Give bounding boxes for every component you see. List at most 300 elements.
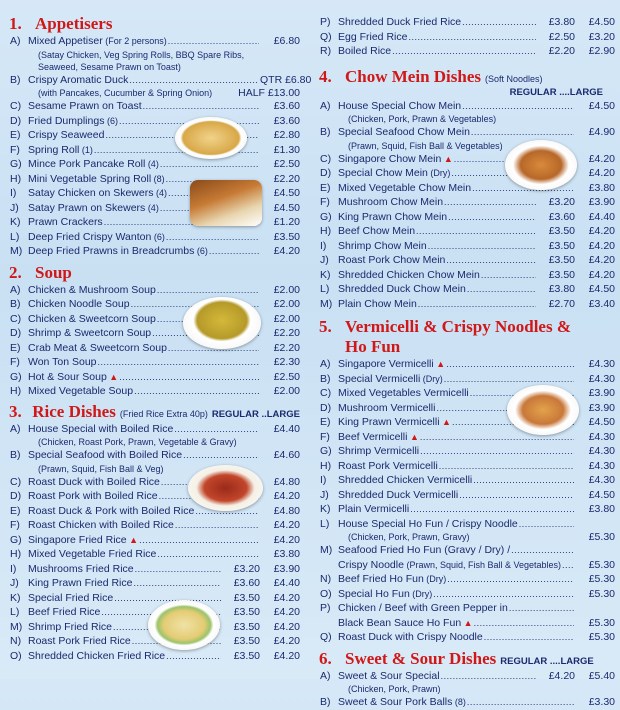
- item-letter: L): [10, 230, 20, 243]
- item-price-regular: £2.50: [548, 30, 575, 43]
- dot-leader: [157, 283, 259, 298]
- item-name: Special Fried Rice: [28, 591, 114, 604]
- item-price-regular: £3.50: [233, 591, 260, 604]
- item-letter: H): [320, 459, 332, 472]
- vermicelli-menu-item: [310, 601, 615, 616]
- item-name: Egg Fried Rice: [338, 30, 408, 43]
- dot-leader: [209, 244, 259, 259]
- item-name: Shredded Chicken Chow Mein: [338, 268, 480, 281]
- chowmein-menu-item: [310, 297, 615, 312]
- item-letter: H): [320, 225, 332, 237]
- item-price: £1.30: [273, 143, 300, 156]
- item-letter: A): [10, 422, 21, 435]
- item-price: £5.40: [588, 669, 615, 682]
- item-price-regular: £2.70: [548, 297, 575, 310]
- chowmein-menu-item: [310, 99, 615, 114]
- item-letter: G): [10, 533, 22, 546]
- item-note: (For 2 persons): [102, 36, 167, 46]
- item-price: £4.40: [588, 210, 615, 223]
- item-name: King Prawn Chow Mein: [338, 210, 448, 223]
- chili-icon: ▲: [126, 534, 139, 545]
- vermicelli-menu-item: [310, 630, 615, 645]
- item-price: [575, 517, 615, 532]
- item-name: Mushrooms Fried Rice: [28, 562, 134, 575]
- item-letter: P): [320, 602, 331, 614]
- dot-leader: [428, 239, 536, 254]
- appetisers-item-description: (Satay Chicken, Veg Spring Rolls, BBQ Spare Ribs,: [38, 49, 245, 60]
- dot-leader: [392, 44, 536, 59]
- vermicelli-title: Vermicelli & Crispy Noodles &: [345, 317, 572, 336]
- vermicelli-menu-item: [310, 473, 615, 488]
- sweetsour-heading: [310, 649, 615, 669]
- item-name: Shrimp Vermicelli: [338, 445, 420, 457]
- item-name: Beef Fried Rice: [28, 606, 101, 618]
- chili-icon: ▲: [439, 417, 451, 427]
- item-name: Mixed Vegetable Soup: [28, 385, 134, 397]
- item-price: £4.20: [273, 620, 300, 633]
- item-price: [575, 601, 615, 616]
- item-name: Singapore Chow Mein ▲: [338, 152, 453, 165]
- item-price-regular: £3.50: [548, 254, 575, 266]
- appetisers-menu-item: [0, 157, 300, 172]
- item-price: £3.40: [588, 297, 615, 310]
- item-name: Roast Pork Chow Mein: [338, 254, 446, 266]
- vermicelli-menu-item: [310, 502, 615, 517]
- rice-menu-item: [310, 44, 615, 59]
- vermicelli-menu-item: [310, 430, 615, 445]
- item-price: £4.30: [588, 358, 615, 370]
- item-letter: G): [320, 445, 332, 457]
- item-price: £4.30: [588, 474, 615, 486]
- item-name: Mixed Vegetable Chow Mein: [338, 181, 472, 194]
- sweetsour-menu-item: [310, 669, 615, 684]
- item-letter: [310, 558, 338, 573]
- appetisers-menu-item: [0, 143, 300, 158]
- item-price: £4.20: [588, 254, 615, 266]
- chowmein-menu-item: [310, 195, 615, 210]
- item-letter: H): [10, 548, 22, 560]
- item-letter: E): [10, 504, 21, 517]
- item-name: Beef Fried Ho Fun (Dry): [338, 573, 447, 585]
- rice-item-description: (Prawn, Squid, Fish Ball & Veg): [38, 463, 164, 474]
- vermicelli-menu-item: [310, 543, 615, 558]
- soup-number: 2.: [9, 262, 22, 282]
- dot-leader: [166, 649, 221, 664]
- item-letter: F): [10, 143, 20, 156]
- item-name: Singapore Fried Rice ▲: [28, 533, 139, 546]
- item-letter: I): [320, 474, 327, 486]
- item-name: Chicken / Beef with Green Pepper in: [338, 602, 508, 614]
- rice-note: (Fried Rice Extra 40p): [119, 408, 208, 419]
- dot-leader: [519, 517, 574, 532]
- item-price: £2.20: [273, 327, 300, 339]
- item-letter: I): [320, 239, 327, 252]
- rice-heading: [0, 402, 300, 422]
- item-name: Deep Fried Prawns in Breadcrumbs (6): [28, 245, 208, 257]
- chili-icon: ▲: [461, 617, 473, 628]
- rice-menu-item: [0, 649, 300, 664]
- item-name: Plain Chow Mein: [338, 297, 417, 310]
- dot-leader: [446, 253, 536, 268]
- item-price: £4.50: [588, 416, 615, 428]
- item-name: Crispy Noodle (Prawn, Squid, Fish Ball & Vegetables): [338, 558, 562, 571]
- sweetsour-size-header: REGULAR ....LARGE: [500, 655, 594, 667]
- item-name: Mince Pork Pancake Roll (4): [28, 158, 159, 170]
- chowmein-menu-item: [310, 210, 615, 225]
- item-letter: A): [320, 358, 331, 370]
- item-price: £4.20: [588, 152, 615, 165]
- item-name: Hot & Sour Soup ▲: [28, 370, 119, 383]
- item-price: QTR £6.80: [260, 73, 312, 86]
- dot-leader: [444, 195, 536, 210]
- vermicelli-photo: [507, 385, 579, 435]
- item-name: Sweet & Sour Pork Balls (8): [338, 696, 466, 708]
- item-name: House Special Chow Mein: [338, 99, 462, 112]
- dot-leader: [444, 372, 574, 387]
- rice-menu-item: [0, 634, 300, 649]
- item-price-regular: £3.50: [233, 649, 260, 662]
- appetisers-menu-item: [0, 34, 300, 49]
- item-price-regular: £3.50: [548, 239, 575, 252]
- item-letter: L): [10, 606, 20, 618]
- chow-mein-photo: [505, 140, 577, 190]
- right-column: [310, 0, 615, 710]
- item-price: £3.80: [588, 503, 615, 515]
- item-letter: F): [10, 519, 20, 531]
- item-name: Singapore Vermicelli ▲: [338, 358, 446, 370]
- item-letter: D): [10, 327, 22, 339]
- item-letter: L): [320, 517, 330, 530]
- item-note: (8): [452, 697, 466, 707]
- item-name: Mushroom Chow Mein: [338, 196, 444, 208]
- item-name: Shredded Duck Fried Rice: [338, 16, 462, 28]
- chowmein-heading: [310, 67, 615, 87]
- item-letter: G): [10, 158, 22, 170]
- item-price-regular: £3.60: [233, 577, 260, 589]
- item-letter: E): [320, 181, 331, 194]
- rice-seafood-photo: [188, 465, 263, 511]
- item-name: House Special Ho Fun / Crispy Noodle: [338, 517, 518, 530]
- item-letter: F): [320, 196, 330, 208]
- chili-icon: ▲: [407, 431, 419, 442]
- item-letter: F): [320, 430, 330, 443]
- vermicelli-item-description: (Chicken, Pork, Prawn, Gravy) £5.30: [348, 531, 615, 543]
- dot-leader: [418, 297, 536, 312]
- dot-leader: [447, 572, 574, 587]
- dot-leader: [183, 448, 259, 463]
- item-letter: J): [320, 488, 329, 501]
- item-letter: B): [10, 449, 21, 461]
- item-price: £4.80: [273, 475, 300, 488]
- item-price: £3.50: [273, 230, 300, 243]
- item-price: £2.00: [273, 385, 300, 397]
- item-letter: Q): [320, 30, 332, 43]
- item-price: £4.30: [588, 372, 615, 385]
- item-price: £4.20: [588, 225, 615, 237]
- appetisers-menu-item: [0, 244, 300, 259]
- item-name: Sesame Prawn on Toast: [28, 100, 142, 112]
- item-name: Special Vermicelli (Dry): [338, 372, 443, 385]
- item-price: £4.50: [588, 99, 615, 112]
- dot-leader: [467, 695, 574, 710]
- item-letter: C): [10, 475, 22, 488]
- item-note: (4): [153, 188, 167, 198]
- item-note: (Dry): [420, 373, 443, 384]
- appetisers-item-description: (with Pancakes, Cucumber & Spring Onion) HALF £13.00: [38, 87, 300, 99]
- item-name: Roast Duck with Boiled Rice: [28, 475, 160, 488]
- item-letter: D): [320, 401, 332, 414]
- item-price-regular: £3.50: [233, 606, 260, 618]
- item-name: Shrimp & Sweetcorn Soup: [28, 327, 152, 339]
- item-letter: F): [10, 356, 20, 368]
- item-letter: M): [320, 297, 333, 310]
- dot-leader: [420, 444, 574, 459]
- item-letter: J): [10, 577, 19, 589]
- satay-photo: [190, 180, 262, 226]
- chowmein-menu-item: [310, 253, 615, 268]
- dot-leader: [134, 384, 259, 399]
- rice-menu-item: [310, 30, 615, 45]
- item-name: Crab Meat & Sweetcorn Soup: [28, 341, 167, 354]
- soup-heading: [0, 263, 300, 283]
- item-note: (Prawn, Squid, Fish Ball & Vegetables): [403, 559, 562, 570]
- item-note: (Dry): [423, 574, 447, 584]
- item-letter: B): [320, 372, 331, 385]
- item-letter: K): [10, 591, 21, 604]
- rice-menu-item: [0, 448, 300, 463]
- item-price: £4.20: [273, 490, 300, 502]
- dot-leader: [139, 533, 259, 548]
- item-letter: O): [320, 587, 332, 600]
- fried-rice-photo: [148, 600, 220, 650]
- item-name: Roast Pork with Boiled Rice: [28, 490, 158, 502]
- soup-photo: [183, 297, 261, 349]
- item-name: Chicken & Mushroom Soup: [28, 283, 156, 296]
- item-price: £4.20: [273, 649, 300, 662]
- item-price-regular: £3.60: [548, 210, 575, 223]
- item-letter: D): [10, 490, 22, 502]
- dot-leader: [484, 630, 574, 645]
- item-price: £3.80: [273, 548, 300, 560]
- item-letter: L): [320, 283, 330, 295]
- sweetsour-title: Sweet & Sour Dishes: [345, 648, 497, 668]
- item-note: (6): [104, 115, 118, 126]
- item-price: £4.50: [588, 488, 615, 501]
- dot-leader: [509, 601, 574, 616]
- item-letter: B): [10, 298, 21, 310]
- item-name: Roast Chicken with Boiled Rice: [28, 519, 174, 531]
- item-price: [575, 543, 615, 558]
- soup-menu-item: [0, 283, 300, 298]
- item-price: £3.30: [588, 696, 615, 708]
- item-name: Beef Chow Mein: [338, 225, 416, 237]
- appetisers-title: Appetisers: [35, 14, 113, 33]
- item-price: £4.20: [588, 268, 615, 281]
- item-price: £4.20: [273, 533, 300, 546]
- dot-leader: [474, 616, 574, 631]
- dot-leader: [471, 125, 574, 140]
- appetisers-number: 1.: [9, 14, 22, 33]
- item-letter: C): [320, 387, 332, 399]
- item-letter: J): [320, 254, 329, 266]
- rice-menu-item: [0, 422, 300, 437]
- vermicelli-menu-item: [310, 459, 615, 474]
- item-name: Shrimp Fried Rice: [28, 620, 113, 633]
- item-name: Satay Chicken on Skewers (4): [28, 187, 167, 199]
- item-note: (6): [151, 231, 165, 242]
- item-name: Mixed Appetiser (For 2 persons): [28, 35, 167, 47]
- vermicelli-menu-item: [310, 444, 615, 459]
- chowmein-menu-item: [310, 282, 615, 297]
- appetisers-item-price: HALF £13.00: [238, 87, 300, 99]
- item-price: £2.20: [273, 341, 300, 354]
- item-letter: M): [10, 245, 23, 257]
- chowmein-menu-item: [310, 239, 615, 254]
- item-price: £2.90: [588, 45, 615, 57]
- item-name: Won Ton Soup: [28, 356, 97, 368]
- sweetsour-item-description: (Chicken, Pork, Prawn): [348, 684, 441, 694]
- item-name: Seafood Fried Ho Fun (Gravy / Dry) /: [338, 544, 511, 556]
- item-name: Shredded Duck Vermicelli: [338, 488, 459, 501]
- item-letter: K): [320, 268, 331, 281]
- chowmein-menu-item: [310, 125, 615, 140]
- item-price: £2.00: [273, 312, 300, 325]
- vermicelli-menu-item: [310, 357, 615, 372]
- item-note: (4): [145, 159, 159, 169]
- item-letter: H): [10, 385, 22, 397]
- item-price-regular: £3.50: [233, 635, 260, 647]
- item-letter: G): [10, 370, 22, 383]
- item-letter: [310, 616, 338, 631]
- item-price: £2.50: [273, 370, 300, 383]
- item-price: £4.30: [588, 445, 615, 457]
- item-price: £4.20: [588, 167, 615, 179]
- item-price: £4.30: [588, 459, 615, 472]
- dot-leader: [441, 669, 536, 684]
- appetisers-menu-item: [0, 230, 300, 245]
- soup-menu-item: [0, 341, 300, 356]
- appetisers-menu-item: [0, 99, 300, 114]
- item-name: Roast Duck & Pork with Boiled Rice: [28, 504, 195, 517]
- item-letter: A): [10, 283, 21, 296]
- item-price: £4.50: [588, 283, 615, 295]
- item-letter: B): [320, 696, 331, 708]
- item-name: Chicken & Sweetcorn Soup: [28, 312, 156, 325]
- item-price: £4.20: [273, 245, 300, 257]
- dot-leader: [98, 355, 260, 370]
- item-price: £4.80: [273, 504, 300, 517]
- soup-menu-item: [0, 355, 300, 370]
- item-name: Mini Vegetable Spring Roll (8): [28, 172, 165, 185]
- chowmein-section: [310, 67, 615, 312]
- chili-icon: ▲: [441, 153, 453, 164]
- dot-leader: [439, 459, 574, 474]
- dot-leader: [174, 422, 259, 437]
- dot-leader: [446, 357, 574, 372]
- item-letter: K): [10, 216, 21, 228]
- dot-leader: [462, 15, 536, 30]
- item-name: Special Seafood Chow Mein: [338, 126, 470, 138]
- item-letter: N): [10, 635, 22, 647]
- dot-leader: [160, 157, 259, 172]
- item-price: £4.20: [273, 591, 300, 604]
- item-price: £2.00: [273, 283, 300, 296]
- item-letter: Q): [320, 631, 332, 643]
- item-name: Shrimp Chow Mein: [338, 239, 427, 252]
- dot-leader: [459, 488, 574, 503]
- dot-leader: [433, 587, 574, 602]
- item-price: £4.40: [273, 422, 300, 435]
- item-letter: I): [10, 187, 17, 199]
- rice-menu-item: [0, 576, 300, 591]
- item-letter: C): [10, 100, 22, 112]
- dot-leader: [133, 576, 221, 591]
- item-letter: A): [320, 99, 331, 112]
- item-letter: R): [320, 45, 332, 57]
- item-name: Crispy Seaweed: [28, 129, 105, 141]
- item-name: Crispy Aromatic Duck: [28, 73, 129, 86]
- dot-leader: [135, 562, 221, 577]
- item-price: £4.60: [273, 449, 300, 461]
- rice-continued-section: [310, 15, 615, 59]
- soup-menu-item: [0, 384, 300, 399]
- vermicelli-menu-item: [310, 587, 615, 602]
- rice-menu-item: [0, 562, 300, 577]
- item-price: £1.20: [273, 216, 300, 228]
- chili-icon: ▲: [433, 359, 446, 369]
- item-letter: B): [320, 126, 331, 138]
- item-price: £4.50: [273, 187, 300, 199]
- dot-leader: [448, 210, 536, 225]
- item-letter: O): [10, 649, 22, 662]
- item-name: Mushroom Vermicelli: [338, 401, 436, 414]
- item-name: Roast Duck with Crispy Noodle: [338, 631, 483, 643]
- item-letter: N): [320, 573, 332, 585]
- item-letter: H): [10, 172, 22, 185]
- item-name: Deep Fried Crispy Wanton (6): [28, 230, 165, 243]
- item-letter: D): [10, 114, 22, 127]
- rice-item-description: (Chicken, Roast Pork, Prawn, Vegetable & Gravy): [38, 437, 237, 447]
- item-letter: E): [320, 416, 331, 428]
- item-name: Black Bean Sauce Ho Fun ▲: [338, 616, 473, 629]
- dot-leader: [129, 73, 259, 88]
- item-price-regular: £4.20: [548, 669, 575, 682]
- item-price: £3.90: [588, 387, 615, 399]
- chowmein-item-description: (Prawn, Squid, Fish Ball & Vegetables): [348, 140, 503, 151]
- dot-leader: [410, 502, 574, 517]
- item-name: Fried Dumplings (6): [28, 114, 118, 127]
- item-name: Shredded Duck Chow Mein: [338, 283, 466, 295]
- item-price: £5.30: [588, 573, 615, 585]
- appetisers-menu-item: [0, 128, 300, 143]
- item-name: Plain Vermicelli: [338, 503, 410, 515]
- item-letter: A): [320, 669, 331, 682]
- item-price-regular: £2.20: [548, 45, 575, 57]
- item-name: King Prawn Vermicelli ▲: [338, 416, 451, 428]
- dumplings-photo: [175, 117, 247, 159]
- item-letter: C): [10, 312, 22, 325]
- item-letter: I): [10, 562, 17, 575]
- rice-menu-item: [0, 547, 300, 562]
- item-price: £2.80: [273, 129, 300, 141]
- item-price: £5.30: [588, 587, 615, 600]
- rice-number: 3.: [9, 401, 22, 421]
- item-price: £4.20: [273, 635, 300, 647]
- item-price: £4.20: [273, 606, 300, 618]
- chili-icon: ▲: [106, 371, 119, 382]
- vermicelli-menu-item: [310, 372, 615, 387]
- item-note: (6): [194, 246, 208, 256]
